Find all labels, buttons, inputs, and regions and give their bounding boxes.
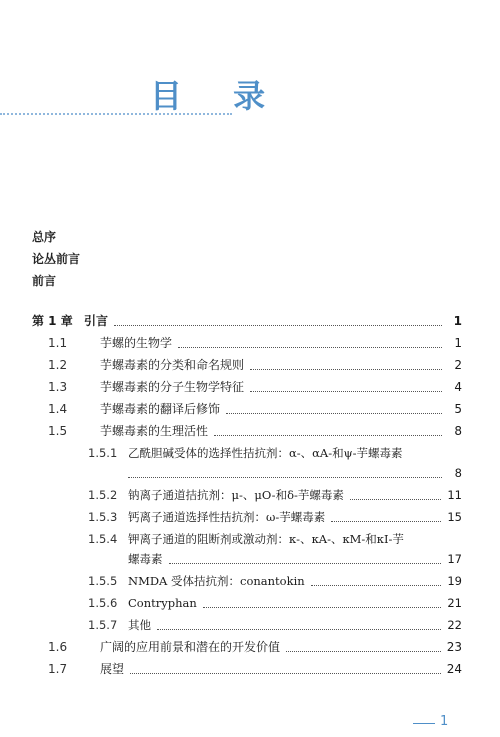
toc-subsection[interactable] [88,593,462,611]
toc-title: 目 录 [150,77,286,115]
subsection-number: 1.5.3 [88,510,118,524]
section-label: 芋螺毒素的翻译后修饰 [100,402,221,416]
subsection-number: 1.5.6 [88,596,118,610]
dot-leader [130,673,441,674]
subsection-number: 1.5.7 [88,618,118,632]
toc-section[interactable] [48,637,462,655]
dot-leader [311,585,442,586]
section-number: 1.1 [48,336,68,350]
page-number: 23 [446,640,462,654]
dot-leader [350,499,441,500]
section-label: 芋螺毒素的分子生物学特征 [100,380,245,394]
page-number: 8 [454,466,462,480]
toc-chapter-1[interactable] [32,311,462,329]
dot-leader [157,629,441,630]
front-matter-series-preface[interactable]: 论丛前言 [32,252,81,266]
section-label: 展望 [100,662,125,676]
section-number: 1.7 [48,662,68,676]
subsection-label: 乙酰胆碱受体的选择性拮抗剂：α-、αA-和ψ-芋螺毒素 [128,446,403,460]
dot-leader [178,347,442,348]
toc-section[interactable] [48,399,462,417]
toc-section[interactable] [48,377,462,395]
subsection-number: 1.5.4 [88,532,118,546]
chapter-label: 引言 [84,314,109,328]
title-underline-dots [0,113,232,115]
page-number: 4 [454,380,462,394]
front-matter-preface[interactable]: 前言 [32,274,57,288]
toc-subsection[interactable] [88,443,462,461]
page-number: 21 [447,596,462,610]
dot-leader [169,563,442,564]
footer-page-number: 1 [440,714,449,729]
section-number: 1.4 [48,402,68,416]
section-number: 1.6 [48,640,68,654]
toc-subsection[interactable] [88,507,462,525]
subsection-label: 钾离子通道的阻断剂或激动剂：κ-、κA-、κM-和κI-芋 [128,532,404,546]
subsection-label: Contryphan [128,596,197,610]
toc-section[interactable] [48,421,462,439]
dot-leader [331,521,441,522]
front-matter-general-preface[interactable]: 总序 [32,230,57,244]
toc-section[interactable] [48,355,462,373]
subsection-label: 钠离子通道拮抗剂：μ-、μO-和δ-芋螺毒素 [128,488,344,502]
page-number: 1 [454,336,462,350]
dot-leader [250,369,442,370]
toc-subsection[interactable] [88,485,462,503]
toc-subsection-continuation[interactable] [128,549,462,567]
toc-section[interactable] [48,659,462,677]
page-number: 2 [454,358,462,372]
toc-subsection[interactable] [88,615,462,633]
subsection-number: 1.5.2 [88,488,118,502]
dot-leader [114,325,442,326]
dot-leader [286,651,441,652]
section-number: 1.2 [48,358,68,372]
page-number: 15 [447,510,462,524]
section-label: 芋螺毒素的生理活性 [100,424,209,438]
section-label: 芋螺毒素的分类和命名规则 [100,358,245,372]
toc-subsection-continuation[interactable] [128,463,462,481]
dot-leader [214,435,442,436]
toc-subsection[interactable] [88,529,462,547]
subsection-label: NMDA 受体拮抗剂：conantokin [128,574,305,588]
page-number: 22 [447,618,462,632]
dot-leader [226,413,442,414]
toc-section[interactable] [48,333,462,351]
page-number: 17 [447,552,462,566]
subsection-label: 其他 [128,618,151,632]
subsection-number: 1.5.1 [88,446,118,460]
page-number: 5 [454,402,462,416]
chapter-number: 第 1 章 [32,314,73,328]
page-number: 8 [454,424,462,438]
page-number: 11 [447,488,462,502]
subsection-label-continued: 螺毒素 [128,552,163,566]
page-number: 24 [446,662,462,676]
dot-leader [203,607,442,608]
section-label: 芋螺的生物学 [100,336,173,350]
page-number: 19 [447,574,462,588]
dot-leader [128,477,442,478]
subsection-number: 1.5.5 [88,574,118,588]
section-number: 1.5 [48,424,68,438]
section-number: 1.3 [48,380,68,394]
dot-leader [250,391,442,392]
subsection-label: 钙离子通道选择性拮抗剂：ω-芋螺毒素 [128,510,326,524]
section-label: 广阔的应用前景和潜在的开发价值 [100,640,281,654]
footer-rule [413,723,435,724]
toc-subsection[interactable] [88,571,462,589]
page-number: 1 [453,314,462,328]
